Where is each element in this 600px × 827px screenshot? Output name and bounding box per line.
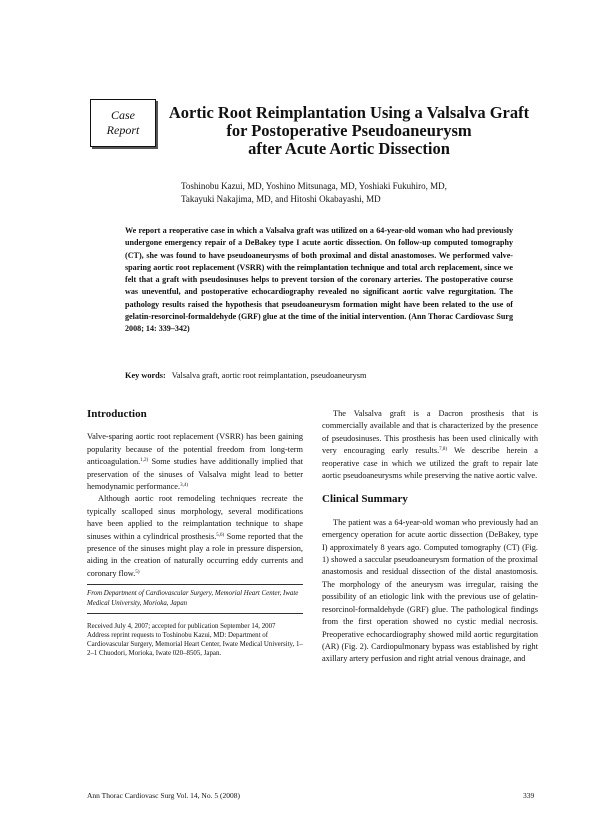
journal-citation: Ann Thorac Cardiovasc Surg Vol. 14, No. 5 (2008)	[87, 791, 240, 800]
article-title	[165, 104, 533, 158]
received-date: Received July 4, 2007; accepted for publication September 14, 2007	[87, 623, 276, 631]
affiliation: From Department of Cardiovascular Surgery, Memorial Heart Center, Iwate Medical University, Morioka, Japan	[87, 590, 299, 608]
footnote-divider	[87, 584, 303, 585]
authors-line-2: Takayuki Nakajima, MD, and Hitoshi Okabayashi, MD	[181, 194, 381, 204]
report-label: Report	[106, 123, 140, 137]
footnote-divider-2	[87, 613, 303, 614]
author-list	[181, 180, 521, 206]
intro-paragraph-2: Although aortic root remodeling techniques recreate the typically scalloped sinus morphology, several modifications have been applied to the reimplantation technique to shape sinuses within a cylindrical prosthesis.$^{5,6)}$ Some reported that the presence of the sinuses might play a role in pressure dispersion, aiding in the creation of naturally occurring eddy currents and coronary flow.$^{5)}$	[87, 494, 303, 578]
title-line-1: Aortic Root Reimplantation Using a Valsalva Graft	[168, 103, 530, 122]
case-report-box	[90, 99, 156, 147]
keywords-label: Key words:	[125, 371, 166, 380]
case-label: Case	[111, 108, 135, 122]
right-column	[322, 408, 538, 666]
reprint-address: Address reprint requests to Toshinobu Kazui, MD: Department of Cardiovascular Surgery, Memorial Heart Center, Iwate Medical University, 1–2–1 Chuodori, Morioka, Iwate 020–8505, Japan.	[87, 632, 303, 658]
title-line-2: for Postoperative Pseudoaneurysm	[226, 121, 472, 140]
left-column	[87, 408, 303, 658]
clinical-summary-heading: Clinical Summary	[322, 493, 408, 506]
intro-paragraph-1: Valve-sparing aortic root replacement (VSRR) has been gaining popularity because of the potential freedom from long-term anticoagulation.$^{1,2)}$ Some studies have additionally implied that preservation of the sinuses of Valsalva might lead to better hemodynamic performance.$^{3,4)}$	[87, 432, 303, 492]
keywords-text: Valsalva graft, aortic root reimplantation, pseudoaneurysm	[171, 371, 367, 380]
introduction-heading: Introduction	[87, 408, 147, 420]
abstract: We report a reoperative case in which a Valsalva graft was utilized on a 64-year-old woman who had previously undergone emergency repair of a DeBakey type I acute aortic dissection. On follow-up computed tomography (CT), she was found to have pseudoaneurysms of both proximal and distal anastomoses. We performed valve-sparing aortic root replacement (VSRR) with the reimplantation technique and total arch replacement, since we felt that a graft with pseudosinuses helps to prevent torsion of the coronary arteries. The postoperative course was uneventful, and postoperative echocardiography revealed no significant aortic valve regurgitation. The pathology results raised the hypothesis that pseudoaneurysm formation might have been related to the use of gelatin-resorcinol-formaldehyde (GRF) glue at the time of the initial intervention. (Ann Thorac Cardiovasc Surg 2008; 14: 339–342)	[125, 226, 513, 334]
keywords	[125, 371, 525, 380]
right-paragraph-1: The Valsalva graft is a Dacron prosthesis that is commercially available and that is characterized by the presence of pseudosinuses. This prosthesis has been used clinically with very encouraging early results.$^{7,8)}$ We describe herein a reoperative case in which we utilized the graft to repair late aortic pseudoaneurysms while preserving the native aortic valve.	[322, 409, 538, 481]
page-number: 339	[523, 791, 535, 800]
title-line-3: after Acute Aortic Dissection	[248, 139, 450, 158]
authors-line-1: Toshinobu Kazui, MD, Yoshino Mitsunaga, MD, Yoshiaki Fukuhiro, MD,	[181, 181, 447, 191]
clinical-summary-paragraph: The patient was a 64-year-old woman who previously had an emergency operation for acute aortic dissection (DeBakey, type I) approximately 8 years ago. Computed tomography (CT) (Fig. 1) showed a saccular pseudoaneurysm formation of the proximal anastomosis and residual dissection of the distal anastomosis. The morphology of the aneurysm was irregular, raising the possibility of an etiologic link with the previous use of gelatin-resorcinol-formaldehyde (GRF) glue. The pathological findings from the first operation showed no cystic medial necrosis. Preoperative echocardiography showed mild aortic regurgitation (AR) (Fig. 2). Cardiopulmonary bypass was established by right axillary artery perfusion and right atrial venous drainage, and	[322, 517, 538, 664]
